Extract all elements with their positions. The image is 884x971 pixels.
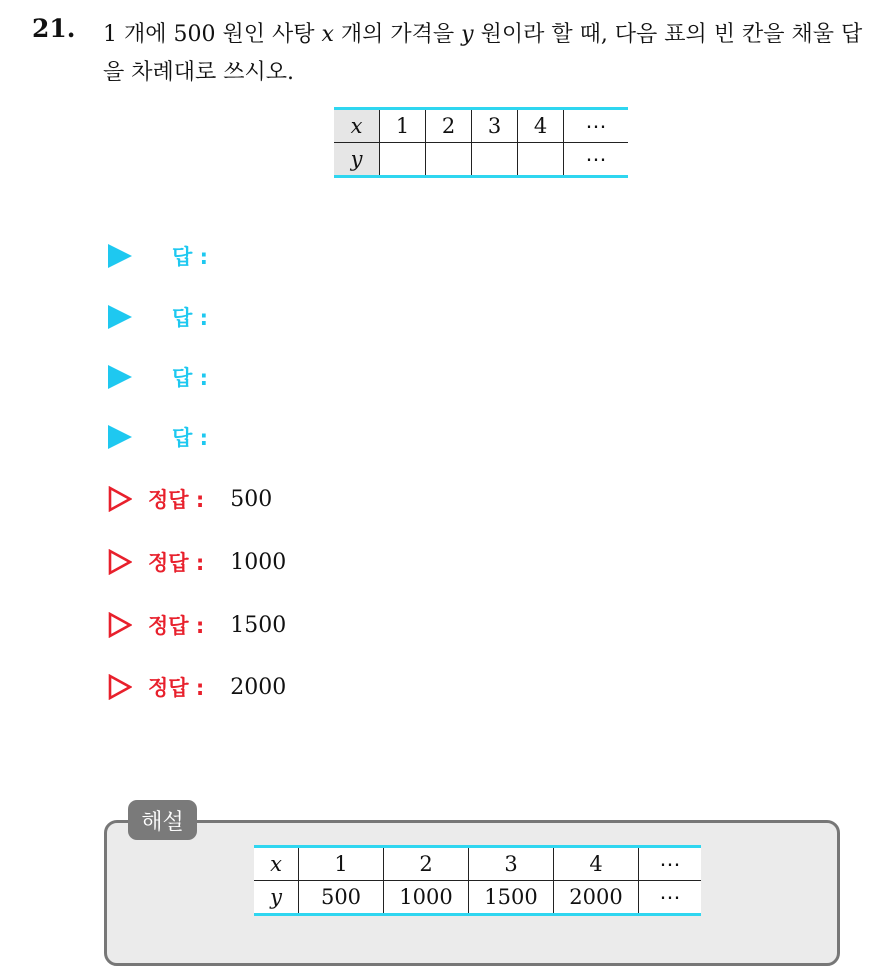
solution-row bbox=[108, 479, 272, 519]
table-cell: 1000 bbox=[384, 881, 469, 915]
question-text-part2: 개의 가격을 bbox=[333, 22, 462, 47]
solution-label: 정답 : bbox=[148, 676, 205, 700]
blank-cell[interactable] bbox=[426, 143, 472, 177]
answer-prompt[interactable] bbox=[108, 357, 208, 397]
solution-value: 500 bbox=[230, 486, 273, 512]
question-number: 21. bbox=[32, 14, 76, 43]
problem-table bbox=[334, 107, 628, 178]
answer-prompt[interactable] bbox=[108, 236, 208, 276]
outline-triangle-icon bbox=[108, 612, 132, 638]
blank-cell[interactable] bbox=[518, 143, 564, 177]
solution-label: 정답 : bbox=[148, 551, 205, 575]
table-cell: 2 bbox=[426, 109, 472, 143]
table-cell: 2000 bbox=[554, 881, 639, 915]
table-cell: 4 bbox=[554, 847, 639, 881]
table-cell: 1500 bbox=[469, 881, 554, 915]
table-cell: 3 bbox=[472, 109, 518, 143]
table-cell-ellipsis: ⋯ bbox=[564, 109, 629, 143]
play-arrow-icon bbox=[108, 425, 132, 449]
table-cell-ellipsis: ⋯ bbox=[639, 847, 702, 881]
play-arrow-icon bbox=[108, 244, 132, 268]
solution-value: 1000 bbox=[230, 549, 287, 575]
row-header-y: y bbox=[334, 143, 380, 177]
solution-label: 정답 : bbox=[148, 614, 205, 638]
table-cell: 1 bbox=[380, 109, 426, 143]
table-cell-ellipsis: ⋯ bbox=[659, 885, 681, 909]
table-cell: 3 bbox=[469, 847, 554, 881]
solution-row bbox=[108, 605, 286, 645]
explanation-table bbox=[254, 845, 701, 916]
outline-triangle-icon bbox=[108, 674, 132, 700]
table-row-x bbox=[254, 847, 701, 881]
table-row-y bbox=[334, 143, 628, 177]
solution-label: 정답 : bbox=[148, 488, 205, 512]
blank-cell[interactable] bbox=[380, 143, 426, 177]
variable-y: y bbox=[461, 22, 474, 47]
blank-cell[interactable] bbox=[472, 143, 518, 177]
table-row-x bbox=[334, 109, 628, 143]
play-arrow-icon bbox=[108, 365, 132, 389]
table-cell: 500 bbox=[299, 881, 384, 915]
outline-triangle-icon bbox=[108, 486, 132, 512]
solution-value: 2000 bbox=[230, 674, 287, 700]
answer-prompt[interactable] bbox=[108, 417, 208, 457]
solution-row bbox=[108, 667, 286, 707]
row-header-x: x bbox=[334, 109, 380, 143]
answer-prompt[interactable] bbox=[108, 297, 208, 337]
variable-x: x bbox=[321, 22, 334, 47]
table-cell: 2 bbox=[384, 847, 469, 881]
answer-label: 답 : bbox=[172, 366, 208, 390]
table-cell: 1 bbox=[299, 847, 384, 881]
answer-label: 답 : bbox=[172, 306, 208, 330]
table-cell-ellipsis: ⋯ bbox=[585, 147, 607, 171]
row-header-x: x bbox=[254, 847, 299, 881]
question-text-part1: 1 개에 500 원인 사탕 bbox=[103, 22, 322, 47]
question-text-part3: 원이라 할 때, 다음 표의 빈 칸을 채울 답을 차례대로 쓰시오. bbox=[103, 22, 863, 85]
explanation-title: 해설 bbox=[128, 800, 197, 840]
question-text bbox=[103, 16, 873, 92]
answer-label: 답 : bbox=[172, 426, 208, 450]
play-arrow-icon bbox=[108, 305, 132, 329]
table-cell: 4 bbox=[518, 109, 564, 143]
outline-triangle-icon bbox=[108, 549, 132, 575]
solution-value: 1500 bbox=[230, 612, 287, 638]
table-row-y bbox=[254, 881, 701, 915]
row-header-y: y bbox=[254, 881, 299, 915]
answer-label: 답 : bbox=[172, 245, 208, 269]
solution-row bbox=[108, 542, 286, 582]
